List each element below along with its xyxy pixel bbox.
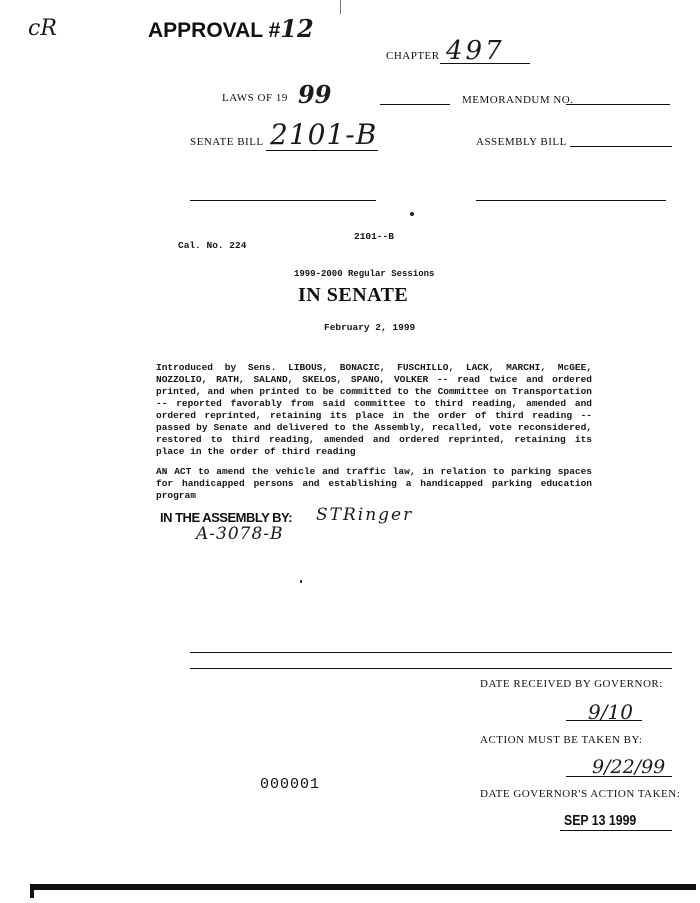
received-line	[566, 720, 642, 721]
approval-number: 12	[280, 14, 314, 43]
taken-label: DATE GOVERNOR'S ACTION TAKEN:	[480, 788, 681, 800]
assembly-bill-label: ASSEMBLY BILL	[476, 136, 567, 148]
chapter-value: 497	[446, 36, 505, 66]
laws-line	[380, 104, 450, 105]
bottom-bar-tick	[30, 884, 34, 898]
bill-date: February 2, 1999	[324, 322, 416, 333]
act-paragraph: AN ACT to amend the vehicle and traffic law, in relation to parking spaces for handicapped persons and establishing a handicapped parking education program	[156, 466, 592, 501]
rule-lower	[190, 668, 672, 669]
chapter-line	[440, 63, 530, 64]
speck-dot	[410, 212, 414, 216]
blank-line-right	[476, 200, 666, 201]
cal-number: Cal. No. 224	[178, 240, 247, 251]
bottom-bar	[30, 884, 696, 890]
introduced-paragraph: Introduced by Sens. LIBOUS, BONACIC, FUSCHILLO, LACK, MARCHI, McGEE, NOZZOLIO, RATH, SALAND, SKELOS, SPANO, VOLKER -- read twice and ordered printed, and when printed to be committed to the Committee on Transportation -- reported favorably from said committee to third reading, amended and ordered reprinted, retaining its place in the order of third reading -- passed by Senate and delivered to the Assembly, recalled, vote reconsidered, restored to third reading, amended and ordered reprinted, retaining its place in the order of third reading	[156, 362, 592, 457]
approval-heading	[148, 14, 314, 43]
taken-value: SEP 13 1999	[564, 812, 637, 829]
chamber-title: IN SENATE	[298, 284, 409, 306]
taken-line	[560, 830, 672, 831]
received-label: DATE RECEIVED BY GOVERNOR:	[480, 678, 663, 690]
assembly-bill-number: A-3078-B	[196, 524, 284, 544]
stray-mark	[300, 580, 302, 583]
action-value: 9/22/99	[592, 756, 666, 778]
senate-bill-label: SENATE BILL	[190, 136, 264, 148]
page-number: 000001	[260, 776, 321, 793]
session: 1999-2000 Regular Sessions	[294, 269, 435, 279]
header-tick	[340, 0, 341, 14]
assembly-by-label: IN THE ASSEMBLY BY:	[160, 510, 293, 525]
senate-bill-line	[266, 150, 378, 151]
laws-label: LAWS OF 19	[222, 92, 288, 104]
blank-line-left	[190, 200, 376, 201]
chapter-label: CHAPTER	[386, 50, 440, 62]
rule-upper	[190, 652, 672, 653]
corner-mark: cR	[28, 16, 57, 41]
action-line	[566, 776, 672, 777]
approval-label: APPROVAL #	[148, 19, 281, 42]
received-value: 9/10	[588, 700, 633, 724]
senate-bill-value: 2101-B	[270, 118, 378, 151]
action-label: ACTION MUST BE TAKEN BY:	[480, 734, 643, 746]
assembly-bill-line	[570, 146, 672, 147]
memorandum-label: MEMORANDUM NO.	[462, 94, 574, 106]
laws-value: 99	[298, 80, 332, 109]
bill-number: 2101--B	[354, 231, 394, 242]
assembly-sponsor: STRinger	[316, 505, 414, 525]
memorandum-line	[566, 104, 670, 105]
